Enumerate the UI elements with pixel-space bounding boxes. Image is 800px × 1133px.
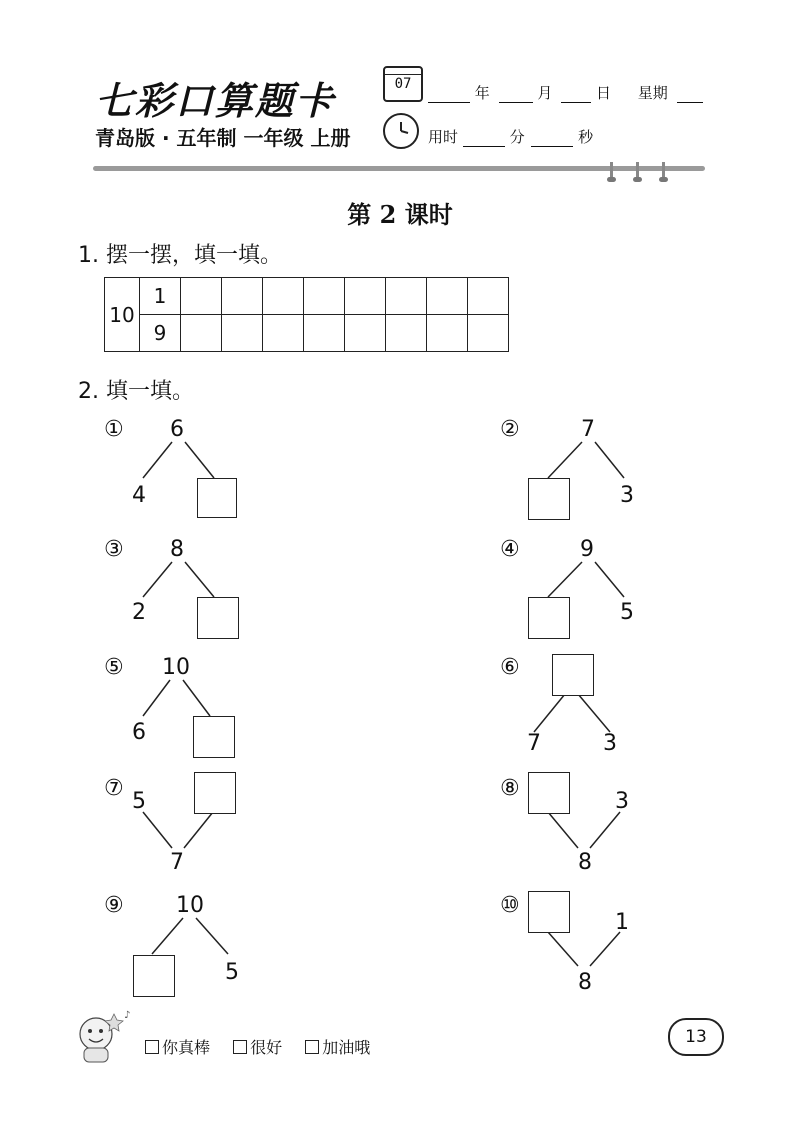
table-cell: 9: [140, 315, 181, 352]
item-marker: ⑥: [500, 655, 520, 680]
bond-part-right: 3: [603, 731, 617, 756]
praise-label: 你真棒: [162, 1038, 211, 1057]
table-total: 10: [105, 278, 140, 352]
item-marker: ⑨: [104, 893, 124, 918]
bond-whole: 7: [581, 417, 595, 442]
answer-box[interactable]: [528, 478, 570, 520]
second-label: 秒: [578, 128, 594, 146]
bond-whole: 9: [580, 537, 594, 562]
bond-part-right: 3: [620, 483, 634, 508]
question-2-prompt: 2. 填一填。: [78, 379, 194, 404]
edition-subtitle: 青岛版 · 五年制 一年级 上册: [95, 126, 351, 150]
answer-box[interactable]: [528, 772, 570, 814]
bond-part-left: 2: [132, 600, 146, 625]
answer-box[interactable]: [197, 478, 237, 518]
self-evaluation: [145, 1035, 370, 1058]
bond-part-left: 5: [132, 789, 146, 814]
table-cell: 1: [140, 278, 181, 315]
calendar-day: 07: [394, 76, 412, 92]
lesson-title: 第 2 课时: [347, 200, 453, 229]
praise-checkbox[interactable]: [305, 1040, 319, 1054]
day-label: 日: [595, 84, 611, 102]
bond-whole: 10: [162, 655, 190, 680]
praise-label: 加油哦: [322, 1038, 371, 1057]
bond-whole: 8: [170, 537, 184, 562]
bond-part-right: 3: [615, 789, 629, 814]
item-marker: ⑤: [104, 655, 124, 680]
item-marker: ⑦: [104, 776, 124, 801]
answer-box[interactable]: [197, 597, 239, 639]
mascot-icon: [70, 1004, 138, 1066]
item-marker: ⑧: [500, 776, 520, 801]
time-used-label: 用时: [428, 128, 459, 146]
page-number: 13: [668, 1018, 724, 1056]
bond-part-right: 5: [620, 600, 634, 625]
bond-part-right: 1: [615, 910, 629, 935]
bond-part-left: 6: [132, 720, 146, 745]
weekday-label: 星期: [637, 84, 668, 102]
answer-box[interactable]: [552, 654, 594, 696]
answer-box[interactable]: [194, 772, 236, 814]
year-label: 年: [474, 84, 490, 102]
minute-label: 分: [509, 128, 525, 146]
bond-part-right: 5: [225, 960, 239, 985]
month-label: 月: [537, 84, 553, 102]
bond-whole: 6: [170, 417, 184, 442]
praise-checkbox[interactable]: [145, 1040, 159, 1054]
answer-box[interactable]: [133, 955, 175, 997]
item-marker: ④: [500, 537, 520, 562]
answer-box[interactable]: [528, 597, 570, 639]
brand-title: 七彩口算题卡: [95, 78, 336, 123]
praise-checkbox[interactable]: [233, 1040, 247, 1054]
bond-whole: 10: [176, 893, 204, 918]
item-marker: ⑩: [500, 893, 520, 918]
item-marker: ②: [500, 417, 520, 442]
question-1-prompt: 1. 摆一摆，填一填。: [78, 243, 282, 268]
praise-label: 很好: [250, 1038, 283, 1057]
answer-box[interactable]: [528, 891, 570, 933]
bond-whole: 8: [578, 970, 592, 995]
bond-part-left: 7: [527, 731, 541, 756]
item-marker: ①: [104, 417, 124, 442]
bond-whole: 7: [170, 850, 184, 875]
item-marker: ③: [104, 537, 124, 562]
svg-text:♪: ♪: [124, 1010, 131, 1021]
bond-part-left: 4: [132, 483, 146, 508]
answer-box[interactable]: [193, 716, 235, 758]
bond-whole: 8: [578, 850, 592, 875]
